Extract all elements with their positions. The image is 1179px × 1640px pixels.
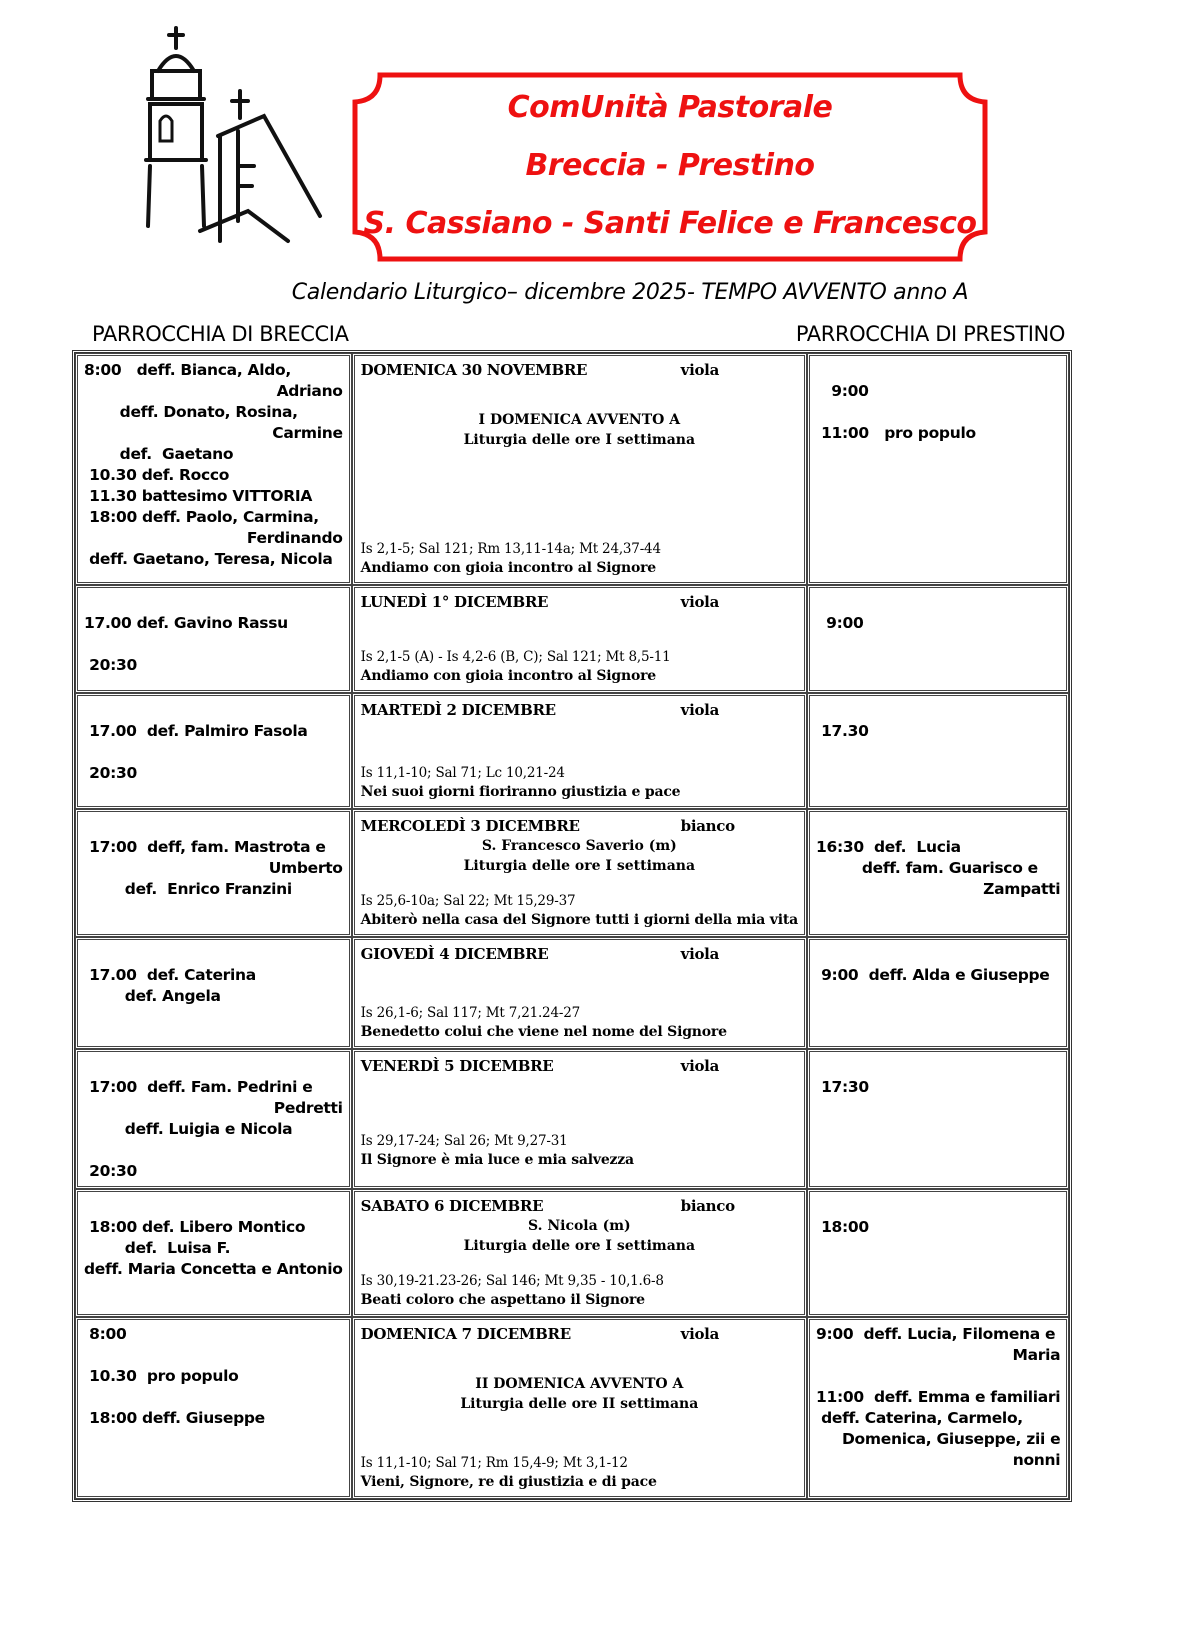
day-row <box>75 809 1069 937</box>
prestino-masses <box>807 693 1069 809</box>
mass-line <box>84 1140 343 1161</box>
day-row <box>75 353 1069 585</box>
day-header <box>361 816 798 836</box>
mass-line: 20:30 <box>84 656 137 674</box>
feast-line: S. Nicola (m) <box>527 1218 631 1234</box>
mass-line <box>84 1196 343 1217</box>
mass-line: 11.30 battesimo VITTORIA <box>84 487 313 505</box>
mass-line: Pedretti <box>273 1099 343 1117</box>
mass-line: Maria <box>1012 1346 1061 1364</box>
readings: Is 2,1-5; Sal 121; Rm 13,11-14a; Mt 24,37-44 <box>360 541 661 557</box>
church-logo-icon <box>138 26 338 251</box>
mass-list <box>84 1196 343 1280</box>
mass-line: 8:00 <box>84 1325 127 1343</box>
mass-line: 10.30 def. Rocco <box>84 466 230 484</box>
mass-line <box>84 634 343 655</box>
mass-line: Ferdinando <box>246 529 343 547</box>
mass-line: def. Gaetano <box>84 445 234 463</box>
mass-line <box>84 700 343 721</box>
day-row <box>75 693 1069 809</box>
parish-prestino-heading: PARROCCHIA DI PRESTINO <box>795 322 1065 346</box>
prestino-masses <box>807 809 1069 937</box>
psalm-refrain: Andiamo con gioia incontro al Signore <box>360 668 656 684</box>
day-row <box>75 1049 1069 1189</box>
feast-line: Liturgia delle ore II settimana <box>460 1396 699 1412</box>
prestino-masses <box>807 1317 1069 1499</box>
mass-line: deff. Gaetano, Teresa, Nicola <box>84 550 333 568</box>
breccia-masses <box>75 1049 352 1189</box>
liturgy-cell <box>352 809 807 937</box>
psalm-refrain: Vieni, Signore, re di giustizia e di pace <box>360 1474 657 1490</box>
breccia-masses <box>75 809 352 937</box>
mass-line: 17:00 deff, fam. Mastrota e <box>84 838 326 856</box>
day-header <box>361 944 798 964</box>
psalm-refrain: Benedetto colui che viene nel nome del Signore <box>360 1024 727 1040</box>
mass-line: 18:00 deff. Giuseppe <box>84 1409 265 1427</box>
mass-list <box>816 1196 1060 1238</box>
mass-line: 9:00 <box>815 382 869 400</box>
prestino-masses <box>807 353 1069 585</box>
mass-line <box>816 360 1060 381</box>
mass-line: nonni <box>1012 1451 1061 1469</box>
breccia-masses <box>75 693 352 809</box>
title-line-3: S. Cassiano - Santi Felice e Francesco <box>363 206 977 241</box>
mass-line: deff. Luigia e Nicola <box>84 1120 293 1138</box>
mass-line: Domenica, Giuseppe, zii e <box>841 1430 1061 1448</box>
liturgical-color: bianco <box>680 817 735 835</box>
title-line-1: ComUnità Pastorale <box>507 90 833 125</box>
liturgical-color: viola <box>680 945 719 963</box>
liturgical-color: viola <box>680 361 719 379</box>
mass-line <box>816 1366 1060 1387</box>
psalm-refrain: Il Signore è mia luce e mia salvezza <box>360 1152 634 1168</box>
mass-line: Zampatti <box>983 880 1061 898</box>
mass-line <box>816 1056 1060 1077</box>
day-name: DOMENICA 7 DICEMBRE <box>360 1325 571 1343</box>
readings: Is 11,1-10; Sal 71; Rm 15,4-9; Mt 3,1-12 <box>360 1455 628 1471</box>
mass-list <box>84 700 343 784</box>
mass-line <box>816 700 1060 721</box>
mass-line: 17.00 def. Gavino Rassu <box>84 614 288 632</box>
mass-line: 17:30 <box>815 1078 869 1096</box>
liturgical-color: viola <box>680 593 719 611</box>
day-header <box>361 1196 798 1216</box>
mass-line: deff. Maria Concetta e Antonio <box>84 1260 343 1278</box>
mass-line: deff. fam. Guarisco e <box>815 859 1038 877</box>
mass-list <box>816 816 1060 900</box>
mass-list <box>816 1324 1060 1471</box>
mass-list <box>84 592 343 676</box>
mass-line <box>84 592 343 613</box>
mass-line <box>84 816 343 837</box>
feast-line: Liturgia delle ore I settimana <box>463 432 696 448</box>
mass-line: Carmine <box>272 424 343 442</box>
mass-line: Umberto <box>268 859 343 877</box>
mass-line <box>84 944 343 965</box>
mass-line <box>816 1196 1060 1217</box>
liturgical-calendar-table <box>72 350 1072 1502</box>
prestino-masses <box>807 1189 1069 1317</box>
mass-line: 18:00 def. Libero Montico <box>84 1218 306 1236</box>
liturgy-cell <box>352 1189 807 1317</box>
prestino-masses <box>807 585 1069 693</box>
day-header <box>361 592 798 612</box>
day-header <box>361 360 798 380</box>
day-name: MARTEDÌ 2 DICEMBRE <box>360 701 556 719</box>
mass-list <box>84 816 343 900</box>
day-name: DOMENICA 30 NOVEMBRE <box>360 361 588 379</box>
liturgical-color: bianco <box>680 1197 735 1215</box>
mass-line <box>816 592 1060 613</box>
mass-line: 9:00 deff. Alda e Giuseppe <box>815 966 1050 984</box>
day-name: GIOVEDÌ 4 DICEMBRE <box>360 945 549 963</box>
day-row <box>75 1317 1069 1499</box>
mass-line: def. Luisa F. <box>84 1239 231 1257</box>
feast-line: Liturgia delle ore I settimana <box>463 858 696 874</box>
liturgical-color: viola <box>680 1325 719 1343</box>
readings: Is 2,1-5 (A) - Is 4,2-6 (B, C); Sal 121; Mt 8,5-11 <box>360 649 671 665</box>
psalm-refrain: Nei suoi giorni fioriranno giustizia e pace <box>360 784 681 800</box>
mass-line: Adriano <box>276 382 343 400</box>
readings: Is 30,19-21.23-26; Sal 146; Mt 9,35 - 10,1.6-8 <box>360 1273 664 1289</box>
readings: Is 25,6-10a; Sal 22; Mt 15,29-37 <box>360 893 576 909</box>
mass-line <box>84 1056 343 1077</box>
mass-line: 20:30 <box>84 1162 137 1180</box>
mass-list <box>84 360 343 570</box>
breccia-masses <box>75 937 352 1049</box>
day-header <box>361 1324 798 1344</box>
breccia-masses <box>75 1317 352 1499</box>
mass-line <box>816 816 1060 837</box>
breccia-masses <box>75 585 352 693</box>
feast-line: I DOMENICA AVVENTO A <box>478 412 681 428</box>
liturgy-cell <box>352 1049 807 1189</box>
calendar-subtitle: Calendario Liturgico– dicembre 2025- TEMPO AVVENTO anno A <box>291 280 969 305</box>
mass-line <box>816 944 1060 965</box>
liturgical-color: viola <box>680 1057 719 1075</box>
mass-list <box>816 700 1060 742</box>
mass-line: def. Angela <box>84 987 221 1005</box>
liturgy-cell <box>352 693 807 809</box>
mass-line <box>816 402 1060 423</box>
prestino-masses <box>807 1049 1069 1189</box>
psalm-refrain: Abiterò nella casa del Signore tutti i giorni della mia vita <box>360 912 798 928</box>
liturgy-cell <box>352 1317 807 1499</box>
mass-line: deff. Donato, Rosina, <box>84 403 298 421</box>
day-header <box>361 700 798 720</box>
mass-list <box>816 592 1060 634</box>
psalm-refrain: Andiamo con gioia incontro al Signore <box>360 560 656 576</box>
mass-list <box>816 360 1060 444</box>
mass-line: 11:00 pro populo <box>815 424 976 442</box>
mass-line: 9:00 deff. Lucia, Filomena e <box>815 1325 1056 1343</box>
breccia-masses <box>75 1189 352 1317</box>
mass-line: 16:30 def. Lucia <box>815 838 961 856</box>
title-line-2: Breccia - Prestino <box>525 148 815 183</box>
mass-list <box>84 1324 343 1429</box>
prestino-masses <box>807 937 1069 1049</box>
mass-line: 18:00 deff. Paolo, Carmina, <box>84 508 319 526</box>
mass-line: 17.00 def. Caterina <box>84 966 256 984</box>
mass-list <box>84 1056 343 1182</box>
mass-line: 17:00 deff. Fam. Pedrini e <box>84 1078 313 1096</box>
psalm-refrain: Beati coloro che aspettano il Signore <box>360 1292 645 1308</box>
day-name: MERCOLEDÌ 3 DICEMBRE <box>360 817 580 835</box>
feast-line: Liturgia delle ore I settimana <box>463 1238 696 1254</box>
liturgy-cell <box>352 937 807 1049</box>
mass-line: 9:00 <box>815 614 864 632</box>
readings: Is 29,17-24; Sal 26; Mt 9,27-31 <box>360 1133 568 1149</box>
mass-list <box>816 944 1060 986</box>
liturgy-cell <box>352 353 807 585</box>
feast-line: II DOMENICA AVVENTO A <box>475 1376 684 1392</box>
mass-line: 17.00 def. Palmiro Fasola <box>84 722 308 740</box>
day-name: VENERDÌ 5 DICEMBRE <box>360 1057 554 1075</box>
feast-line: S. Francesco Saverio (m) <box>481 838 677 854</box>
mass-list <box>816 1056 1060 1098</box>
day-row <box>75 937 1069 1049</box>
title-frame <box>350 72 990 262</box>
day-row <box>75 1189 1069 1317</box>
mass-line: def. Enrico Franzini <box>84 880 292 898</box>
mass-line: 8:00 deff. Bianca, Aldo, <box>84 361 291 379</box>
readings: Is 11,1-10; Sal 71; Lc 10,21-24 <box>360 765 565 781</box>
day-row <box>75 585 1069 693</box>
mass-line <box>84 1345 343 1366</box>
mass-line <box>84 742 343 763</box>
day-header <box>361 1056 798 1076</box>
mass-line <box>84 1387 343 1408</box>
readings: Is 26,1-6; Sal 117; Mt 7,21.24-27 <box>360 1005 580 1021</box>
mass-line: 17.30 <box>815 722 869 740</box>
mass-line: 10.30 pro populo <box>84 1367 239 1385</box>
liturgy-cell <box>352 585 807 693</box>
mass-line: 20:30 <box>84 764 137 782</box>
parish-breccia-heading: PARROCCHIA DI BRECCIA <box>92 322 349 346</box>
mass-list <box>84 944 343 1007</box>
mass-line: 11:00 deff. Emma e familiari <box>815 1388 1061 1406</box>
mass-line: 18:00 <box>815 1218 869 1236</box>
breccia-masses <box>75 353 352 585</box>
day-name: LUNEDÌ 1° DICEMBRE <box>360 593 549 611</box>
liturgical-color: viola <box>680 701 719 719</box>
mass-line: deff. Caterina, Carmelo, <box>815 1409 1023 1427</box>
day-name: SABATO 6 DICEMBRE <box>360 1197 544 1215</box>
